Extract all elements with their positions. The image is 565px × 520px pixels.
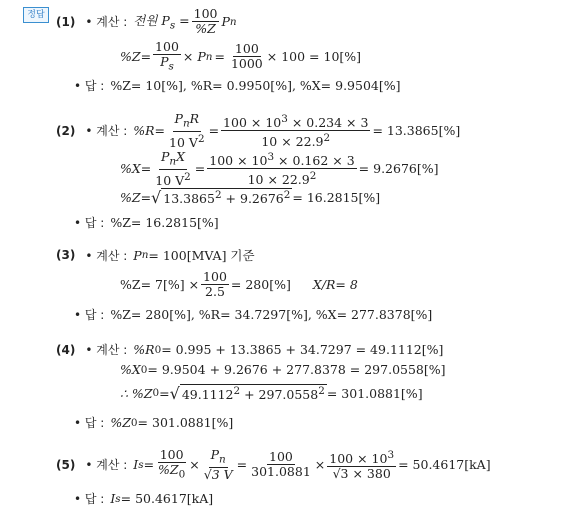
fraction: $\frac{100}{1000}$ [230, 41, 263, 72]
problem-2-line2: %X= $P_nX$ 10 $V^2$ = $\frac{100 \times 10^3 \times 0.162 \times 3}{10 \times 22.9^2}$ = 9.2676[%] [120, 149, 439, 188]
fraction: $\frac{P_n}{√3 V}$ [203, 447, 233, 482]
problem-5-answer: • 답 : I s = 50.4617[kA] [74, 491, 214, 506]
fraction: $\frac{100 \times 10^3 \times 0.162 \times 3}{10 \times 22.9^2}$ [209, 151, 355, 188]
problem-5-calc: (5) • 계산 : I s = $\frac{100}{\%Z_0}$ × $\frac{P_n}{√3 V}$ = $\frac{100}{301.0881}$ × $\frac{100 \times 10^3}{√3 \times 380}$ = 50.4617[kA] [56, 447, 491, 482]
problem-number: (5) [56, 457, 76, 472]
problem-3-answer [74, 306, 432, 323]
problem-3-calc: (3) • 계산 : P n = 100[MVA] 기준 [56, 247, 255, 263]
fraction: $\frac{100}{P_s}$ [155, 39, 179, 73]
problem-number: (3) [56, 248, 76, 262]
answer-label: • 답 : [74, 416, 105, 430]
problem-number: (2) [56, 123, 76, 138]
square-root: √ $13.3865^2 + 9.2676^2$ [151, 188, 291, 208]
formula: 전원 $P_s$ = [133, 13, 190, 32]
square-root: √ $49.1112^2 + 297.0558^2$ [169, 384, 325, 404]
problem-1-answer [74, 77, 400, 94]
problem-4-line2: %X 0 = 9.9504 + 9.2676 + 277.8378 = 297.0558[%] [120, 362, 446, 377]
fraction: $\frac{100 \times 10^3}{√3 \times 380}$ [329, 449, 395, 482]
answer-label: • 답 : [74, 216, 105, 230]
answer-text: %Z= 16.2815[%] [110, 215, 219, 230]
problem-number: (4) [56, 342, 76, 357]
problem-4-answer: • 답 : %Z 0 = 301.0881[%] [74, 415, 234, 430]
fraction: $P_nX$ 10 $V^2$ [155, 149, 191, 188]
fraction: $\frac{100 \times 10^3 \times 0.234 \times 3}{10 \times 22.9^2}$ [223, 113, 369, 150]
fraction: $\frac{100}{301.0881}$ [251, 449, 311, 480]
problem-1-line2: %Z= $\frac{100}{P_s}$ × P n = $\frac{100}{1000}$ × 100 = 10[%] [120, 39, 362, 73]
problem-number: (1) [56, 14, 76, 29]
problem-3-line2: %Z= 7[%] × $\frac{100}{2.5}$ = 280[%] X/R= 8 [120, 269, 358, 299]
problem-2-calc: (2) • 계산 : %R= $P_nR$ 10 $V^2$ = $\frac{100 \times 10^3 \times 0.234 \times 3}{10 \times 22.9^2}$ = 13.3865[%] [56, 111, 461, 150]
calc-label: • 계산 : [85, 124, 128, 139]
calc-label: • 계산 : [85, 15, 128, 29]
calc-label: • 계산 : [85, 248, 128, 263]
fraction: $\frac{100}{\%Z_0}$ [158, 447, 186, 481]
problem-1-calc: (1) • 계산 : 전원 $P_s$ = $\frac{100}{\%Z}$ P n [56, 6, 237, 36]
calc-label: • 계산 : [85, 458, 128, 473]
answer-text: %Z= 280[%], %R= 34.7297[%], %X= 277.8378[%] [110, 307, 433, 322]
answer-label: • 답 : [74, 79, 105, 93]
fraction: $\frac{100}{\%Z}$ [193, 6, 218, 36]
problem-4-calc: (4) • 계산 : %R 0 = 0.995 + 13.3865 + 34.7297 = 49.1112[%] [56, 342, 444, 357]
calc-label: • 계산 : [85, 343, 128, 357]
problem-2-line3: %Z= √ $13.3865^2 + 9.2676^2$ = 16.2815[%] [120, 188, 381, 208]
fraction: $P_nR$ 10 $V^2$ [169, 111, 205, 150]
problem-4-line3: ∴ %Z 0 = √ $49.1112^2 + 297.0558^2$ = 301.0881[%] [120, 384, 423, 404]
answer-badge: 정답 [23, 7, 49, 23]
fraction: $\frac{100}{2.5}$ [203, 269, 227, 299]
answer-text: %Z= 10[%], %R= 0.9950[%], %X= 9.9504[%] [110, 78, 401, 93]
answer-label: • 답 : [74, 492, 105, 506]
answer-label: • 답 : [74, 308, 105, 322]
problem-2-answer [74, 214, 219, 231]
